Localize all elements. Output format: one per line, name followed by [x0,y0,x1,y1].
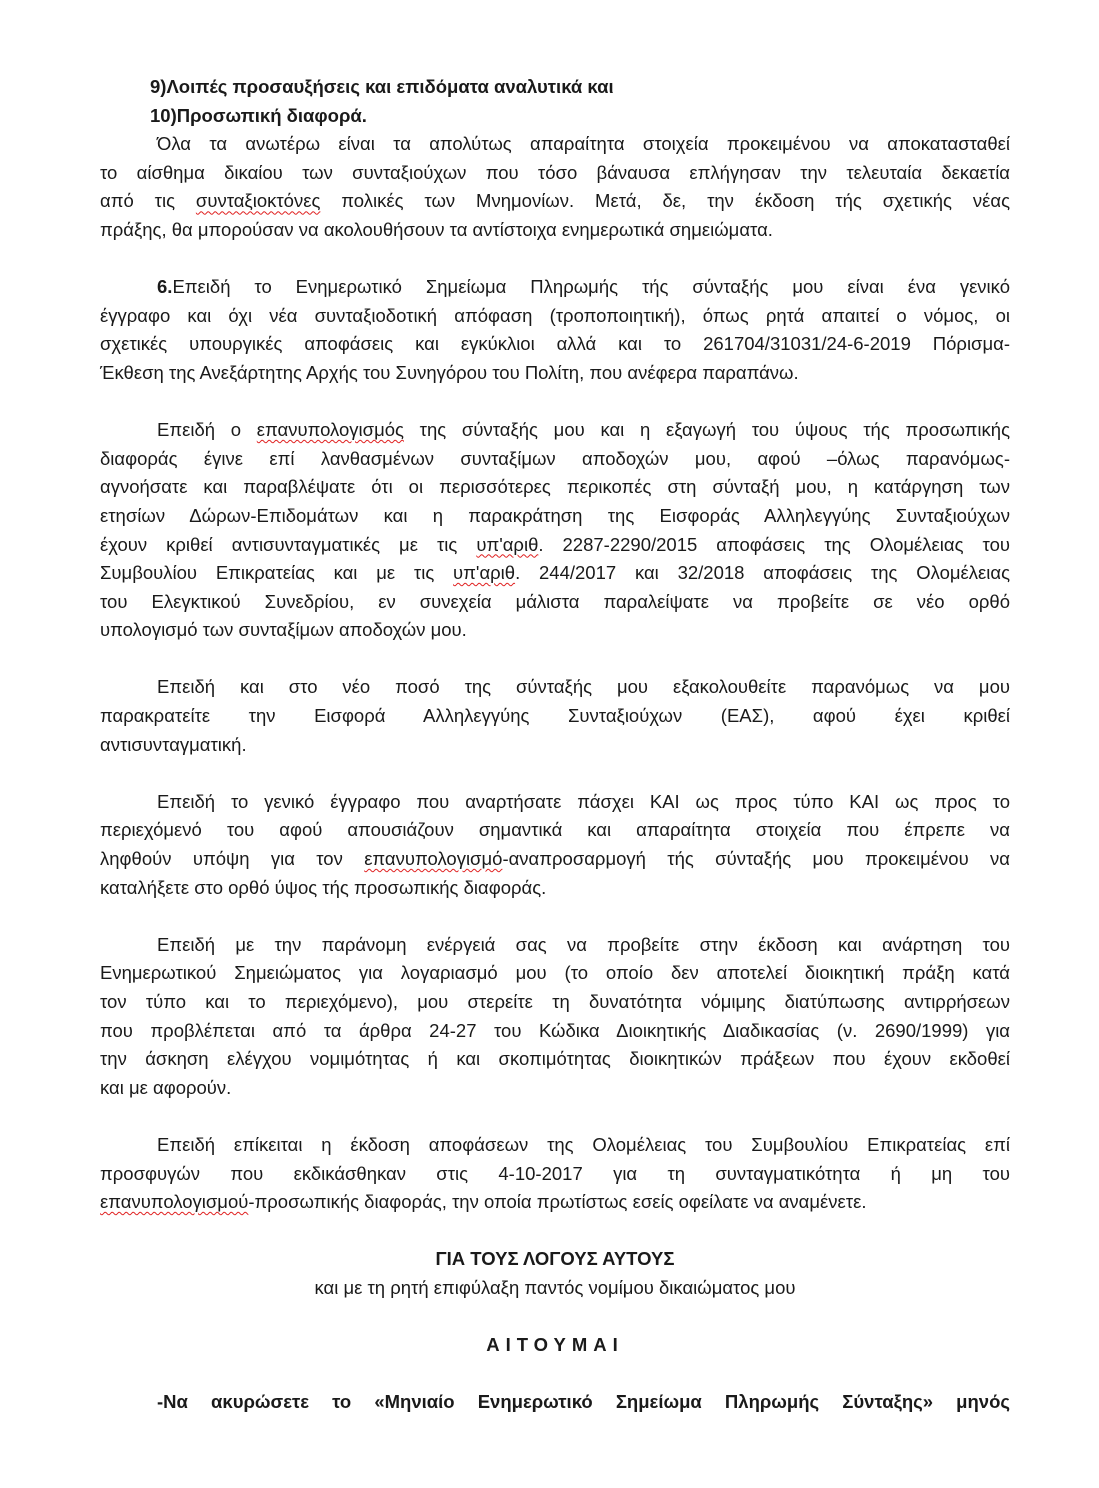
section-heading: ΓΙΑ ΤΟΥΣ ΛΟΓΟΥΣ ΑΥΤΟΥΣ [435,1248,675,1270]
paragraph-line: αγνοήσατε και παραβλέψατε ότι οι περισσότερες περικοπές στη σύνταξή μου, η κατάργηση των [100,476,1010,498]
paragraph-line: προσφυγών που εκδικάσθηκαν στις 4-10-2017 για τη συνταγματικότητα ή μη του [100,1162,1010,1184]
paragraph [100,788,1010,902]
paragraph-line: Επειδή ο επανυπολογισμός της σύνταξής μου και η εξαγωγή του ύψους τής προσωπικής [157,419,1010,441]
paragraph-line: Ενημερωτικού Σημειώματος για λογαριασμό μου (το οποίο δεν αποτελεί διοικητική πράξη κατά [100,962,1010,984]
paragraph-line: 6.Επειδή το Ενημερωτικό Σημείωμα Πληρωμής τής σύνταξής μου είναι ένα γενικό [157,276,1010,298]
paragraph-line: την άσκηση ελέγχου νομιμότητας ή και σκοπιμότητας διοικητικών πράξεων που έχουν εκδοθεί [100,1048,1010,1070]
spellcheck-flagged-word: υπ'αριθ [453,562,516,584]
spellcheck-flagged-word: συνταξιοκτόνες [195,190,321,212]
paragraph [100,273,1010,387]
paragraph-line: υπολογισμό των συνταξίμων αποδοχών μου. [100,619,467,641]
paragraph-line: παρακρατείτε την Εισφορά Αλληλεγγύης Συνταξιούχων (ΕΑΣ), αφού έχει κριθεί [100,705,1010,727]
paragraph-line: από τις συνταξιοκτόνες πολικές των Μνημονίων. Μετά, δε, την έκδοση τής σχετικής νέας [100,190,1010,212]
spellcheck-flagged-word: επανυπολογισμός [256,419,404,441]
paragraph-line: και με αφορούν. [100,1076,232,1098]
request-line: -Να ακυρώσετε το «Μηνιαίο Ενημερωτικό Σημείωμα Πληρωμής Σύνταξης» μηνός [157,1391,1010,1413]
paragraph [100,1131,1010,1217]
paragraph-line: έχουν κριθεί αντισυνταγματικές με τις υπ'αριθ. 2287-2290/2015 αποφάσεις της Ολομέλειας του [100,533,1010,555]
document-page [100,73,1010,1417]
request-heading: ΑΙΤΟΥΜΑΙ [486,1334,624,1356]
paragraph-line: Επειδή επίκειται η έκδοση αποφάσεων της Ολομέλειας του Συμβουλίου Επικρατείας επί [157,1133,1010,1155]
paragraph-line: ληφθούν υπόψη για τον επανυπολογισμό-αναπροσαρμογή τής σύνταξής μου προκειμένου να [100,848,1010,870]
paragraph-line: τον τύπο και το περιεχόμενο), μου στερείτε τη δυνατότητα νόμιμης διατύπωσης αντιρρήσεων [100,991,1010,1012]
paragraph-number: 6. [157,276,173,298]
paragraph-line: Έκθεση της Ανεξάρτητης Αρχής του Συνηγόρου του Πολίτη, που ανέφερα παραπάνω. [100,361,799,383]
paragraph-line: Επειδή και στο νέο ποσό της σύνταξής μου εξακολουθείτε παρανόμως να μου [157,676,1010,698]
paragraph-line: ετησίων Δώρων-Επιδομάτων και η παρακράτηση της Εισφοράς Αλληλεγγύης Συνταξιούχων [100,504,1010,526]
spellcheck-flagged-word: υπ'αριθ [476,533,539,555]
paragraph-line: αντισυνταγματική. [100,733,247,755]
paragraph-line: καταλήξετε στο ορθό ύψος τής προσωπικής διαφοράς. [100,876,547,898]
paragraph [100,673,1010,759]
list-item: 9)Λοιπές προσαυξήσεις και επιδόματα αναλυτικά και [150,76,614,97]
paragraph-line: Όλα τα ανωτέρω είναι τα απολύτως απαραίτητα στοιχεία προκειμένου να αποκατασταθεί [157,133,1010,155]
paragraph-line: Επειδή το γενικό έγγραφο που αναρτήσατε πάσχει ΚΑΙ ως προς τύπο ΚΑΙ ως προς το [157,790,1010,812]
paragraph [100,416,1010,645]
paragraph-line: επανυπολογισμού-προσωπικής διαφοράς, την οποία πρωτίστως εσείς οφείλατε να αναμένετε. [100,1191,867,1213]
paragraph-line: που προβλέπεται από τα άρθρα 24-27 του Κώδικα Διοικητικής Διαδικασίας (ν. 2690/1999) για [100,1019,1010,1041]
paragraph-line: πράξης, θα μπορούσαν να ακολουθήσουν τα αντίστοιχα ενημερωτικά σημειώματα. [100,218,773,240]
spellcheck-flagged-word: επανυπολογισμό [364,848,503,870]
paragraph-line: σχετικές υπουργικές αποφάσεις και εγκύκλιοι αλλά και το 261704/31031/24-6-2019 Πόρισμα- [100,333,1010,355]
paragraph-line: έγγραφο και όχι νέα συνταξιοδοτική απόφαση (τροποποιητική), όπως ρητά απαιτεί ο νόμος, οι [100,304,1010,326]
paragraph [100,931,1010,1103]
paragraph-line: Συμβουλίου Επικρατείας και με τις υπ'αριθ. 244/2017 και 32/2018 αποφάσεις της Ολομέλειας [100,562,1010,584]
paragraph-line: Επειδή με την παράνομη ενέργειά σας να προβείτε στην έκδοση και ανάρτηση του [157,933,1010,955]
list-item: 10)Προσωπική διαφορά. [150,104,367,126]
document-body [100,130,1010,1217]
section-subheading: και με τη ρητή επιφύλαξη παντός νομίμου δικαιώματος μου [314,1276,796,1298]
paragraph-line: διαφοράς έγινε επί λανθασμένων συνταξίμων αποδοχών μου, αφού –όλως παρανόμως- [100,447,1010,469]
paragraph [100,130,1010,244]
paragraph-line: το αίσθημα δικαίου των συνταξιούχων που τόσο βάναυσα επλήγησαν την τελευταία δεκαετία [100,161,1010,183]
paragraph-line: περιεχόμενό του αφού απουσιάζουν σημαντικά και απαραίτητα στοιχεία που έπρεπε να [100,819,1010,841]
paragraph-line: του Ελεγκτικού Συνεδρίου, εν συνεχεία μάλιστα παραλείψατε να προβείτε σε νέο ορθό [100,590,1010,612]
spellcheck-flagged-word: επανυπολογισμού [100,1191,249,1213]
